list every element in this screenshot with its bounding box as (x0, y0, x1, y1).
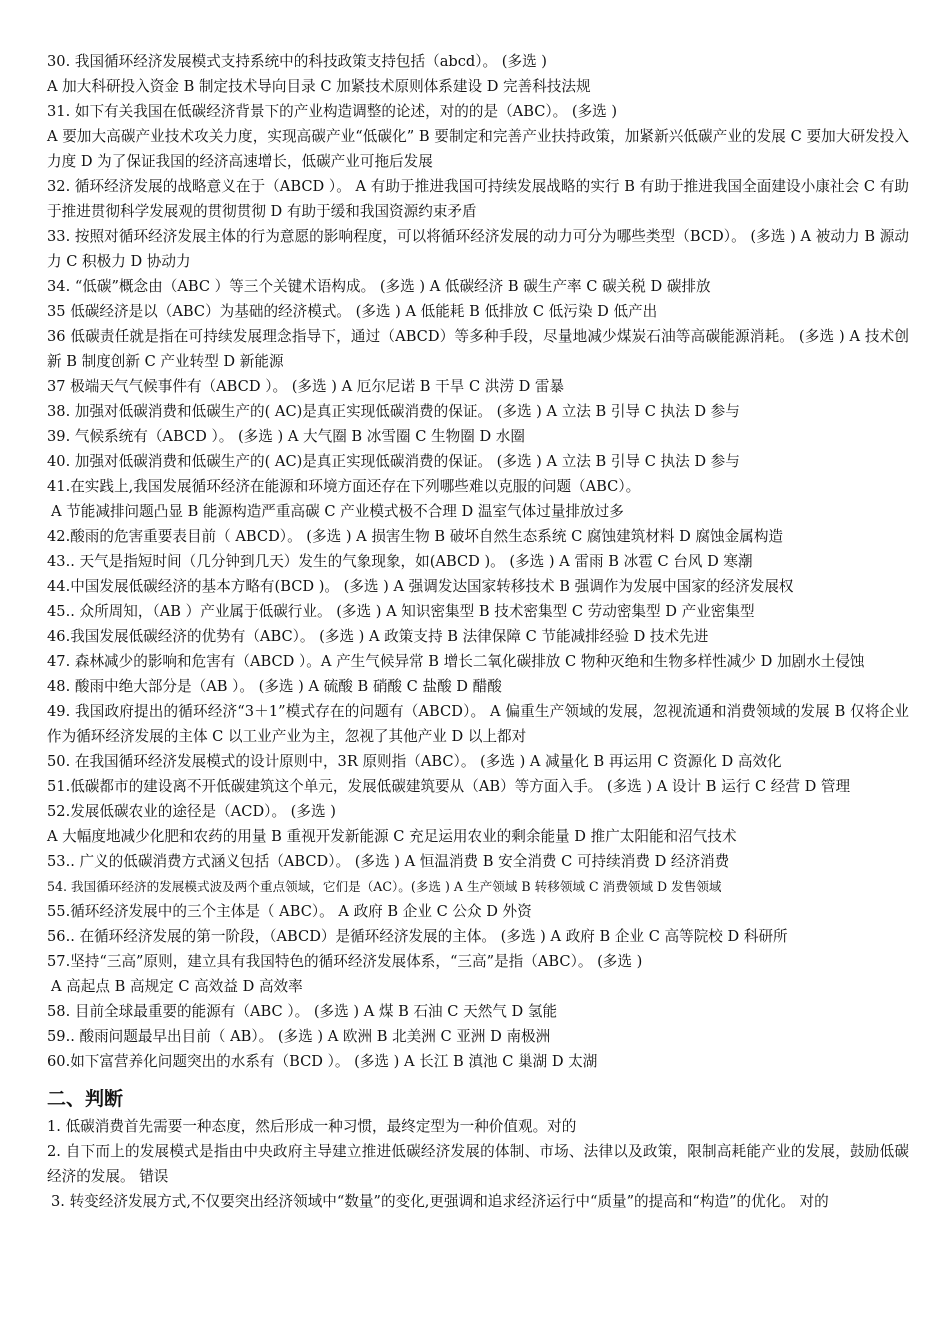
multiple-choice-list (47, 49, 909, 1074)
judgment-line: 1. 低碳消费首先需要一种态度，然后形成一种习惯，最终定型为一种价值观。对的 (47, 1118, 577, 1135)
question-line: 33. 按照对循环经济发展主体的行为意愿的影响程度，可以将循环经济发展的动力可分为哪些类型（BCD）。 (多选 ) A 被动力 B 源动力 C 积极力 D 协动力 (47, 228, 909, 270)
question-line: 44.中国发展低碳经济的基本方略有(BCD )。 (多选 ) A 强调发达国家转移技术 B 强调作为发展中国家的经济发展权 (47, 578, 794, 595)
question-line: 52.发展低碳农业的途径是（ACD）。 (多选 ) (47, 803, 336, 820)
question-line: 49. 我国政府提出的循环经济“3＋1”模式存在的问题有（ABCD）。 A 偏重生产领域的发展，忽视流通和消费领域的发展 B 仅将企业作为循环经济发展的主体 C 以工业产业为主，忽视了其他产业 D 以上都对 (47, 703, 909, 745)
question-line: A 节能减排问题凸显 B 能源构造严重高碳 C 产业模式极不合理 D 温室气体过量排放过多 (51, 503, 624, 520)
question-line: 50. 在我国循环经济发展模式的设计原则中，3R 原则指（ABC）。 (多选 ) A 减量化 B 再运用 C 资源化 D 高效化 (47, 753, 782, 770)
question-line: 48. 酸雨中绝大部分是（AB ）。 (多选 ) A 硫酸 B 硝酸 C 盐酸 D 醋酸 (47, 678, 502, 695)
question-line: 42.酸雨的危害重要表目前（ ABCD）。 (多选 ) A 损害生物 B 破坏自然生态系统 C 腐蚀建筑材料 D 腐蚀金属构造 (47, 528, 784, 545)
question-line: 58. 目前全球最重要的能源有（ABC ）。 (多选 ) A 煤 B 石油 C 天然气 D 氢能 (47, 1003, 558, 1020)
question-line: 45.. 众所周知，（AB ）产业属于低碳行业。 (多选 ) A 知识密集型 B 技术密集型 C 劳动密集型 D 产业密集型 (47, 603, 755, 620)
question-line: 31. 如下有关我国在低碳经济背景下的产业构造调整的论述，对的的是（ABC）。 (多选 ) (47, 103, 618, 120)
section-heading-judgment: 二、判断 (47, 1088, 124, 1110)
question-line: 37 极端天气气候事件有（ABCD ）。 (多选 ) A 厄尔尼诺 B 干旱 C 洪涝 D 雷暴 (47, 378, 565, 395)
question-line: 59.. 酸雨问题最早出目前（ AB）。 (多选 ) A 欧洲 B 北美洲 C 亚洲 D 南极洲 (47, 1028, 551, 1045)
judgment-line: 3. 转变经济发展方式,不仅要突出经济领域中“数量”的变化,更强调和追求经济运行中“质量”的提高和“构造”的优化。 对的 (51, 1193, 829, 1210)
question-line: 53.. 广义的低碳消费方式涵义包括（ABCD）。 (多选 ) A 恒温消费 B 安全消费 C 可持续消费 D 经济消费 (47, 853, 730, 870)
question-line: A 高起点 B 高规定 C 高效益 D 高效率 (51, 978, 303, 995)
question-line: 55.循环经济发展中的三个主体是（ ABC）。 A 政府 B 企业 C 公众 D 外资 (47, 903, 532, 920)
question-line: 39. 气候系统有（ABCD ）。 (多选 ) A 大气圈 B 冰雪圈 C 生物圈 D 水圈 (47, 428, 525, 445)
question-line: 46.我国发展低碳经济的优势有（ABC）。 (多选 ) A 政策支持 B 法律保障 C 节能减排经验 D 技术先进 (47, 628, 709, 645)
judgment-list (47, 1114, 909, 1214)
question-line: 60.如下富营养化问题突出的水系有（BCD ）。 (多选 ) A 长江 B 滇池 C 巢湖 D 太湖 (47, 1053, 598, 1070)
question-line: 34. “低碳”概念由（ABC ）等三个关键术语构成。 (多选 ) A 低碳经济 B 碳生产率 C 碳关税 D 碳排放 (47, 278, 711, 295)
question-line: 35 低碳经济是以（ABC）为基础的经济模式。 (多选 ) A 低能耗 B 低排放 C 低污染 D 低产出 (47, 303, 658, 320)
question-line: A 要加大高碳产业技术攻关力度，实现高碳产业“低碳化” B 要制定和完善产业扶持政策，加紧新兴低碳产业的发展 C 要加大研发投入力度 D 为了保证我国的经济高速增长，低碳产业可拖后发展 (47, 128, 909, 170)
question-line: 36 低碳责任就是指在可持续发展理念指导下，通过（ABCD）等多种手段，尽量地减少煤炭石油等高碳能源消耗。 (多选 ) A 技术创新 B 制度创新 C 产业转型 D 新能源 (47, 328, 909, 370)
question-line: 57.坚持“三高”原则，建立具有我国特色的循环经济发展体系，“三高”是指（ABC）。 (多选 ) (47, 953, 643, 970)
question-line: 43.. 天气是指短时间（几分钟到几天）发生的气象现象，如(ABCD )。 (多选 ) A 雷雨 B 冰雹 C 台风 D 寒潮 (47, 553, 753, 570)
question-line: 32. 循环经济发展的战略意义在于（ABCD ）。 A 有助于推进我国可持续发展战略的实行 B 有助于推进我国全面建设小康社会 C 有助于推进贯彻科学发展观的贯彻贯彻 D 有助于缓和我国资源约束矛盾 (47, 178, 909, 220)
question-line: A 大幅度地减少化肥和农药的用量 B 重视开发新能源 C 充足运用农业的剩余能量 D 推广太阳能和沼气技术 (47, 828, 737, 845)
judgment-line: 2. 自下而上的发展模式是指由中央政府主导建立推进低碳经济发展的体制、市场、法律以及政策，限制高耗能产业的发展，鼓励低碳经济的发展。 错误 (47, 1143, 909, 1185)
question-line: 56.. 在循环经济发展的第一阶段，（ABCD）是循环经济发展的主体。 (多选 ) A 政府 B 企业 C 高等院校 D 科研所 (47, 928, 788, 945)
question-line: 40. 加强对低碳消费和低碳生产的( AC)是真正实现低碳消费的保证。 (多选 ) A 立法 B 引导 C 执法 D 参与 (47, 453, 740, 470)
question-line: A 加大科研投入资金 B 制定技术导向目录 C 加紧技术原则体系建设 D 完善科技法规 (47, 78, 591, 95)
question-line: 54. 我国循环经济的发展模式波及两个重点领域，它们是（AC）。(多选 ) A 生产领域 B 转移领域 C 消费领域 D 发售领域 (47, 879, 722, 894)
document-page (47, 49, 909, 1214)
question-line: 47. 森林减少的影响和危害有（ABCD ）。A 产生气候异常 B 增长二氧化碳排放 C 物种灭绝和生物多样性减少 D 加剧水土侵蚀 (47, 653, 865, 670)
question-line: 51.低碳都市的建设离不开低碳建筑这个单元，发展低碳建筑要从（AB）等方面入手。 (多选 ) A 设计 B 运行 C 经营 D 管理 (47, 778, 851, 795)
question-line: 38. 加强对低碳消费和低碳生产的( AC)是真正实现低碳消费的保证。 (多选 ) A 立法 B 引导 C 执法 D 参与 (47, 403, 740, 420)
question-line: 30. 我国循环经济发展模式支持系统中的科技政策支持包括（abcd）。 (多选 ) (47, 53, 547, 70)
question-line: 41.在实践上,我国发展循环经济在能源和环境方面还存在下列哪些难以克服的问题（ABC）。 (47, 478, 641, 495)
